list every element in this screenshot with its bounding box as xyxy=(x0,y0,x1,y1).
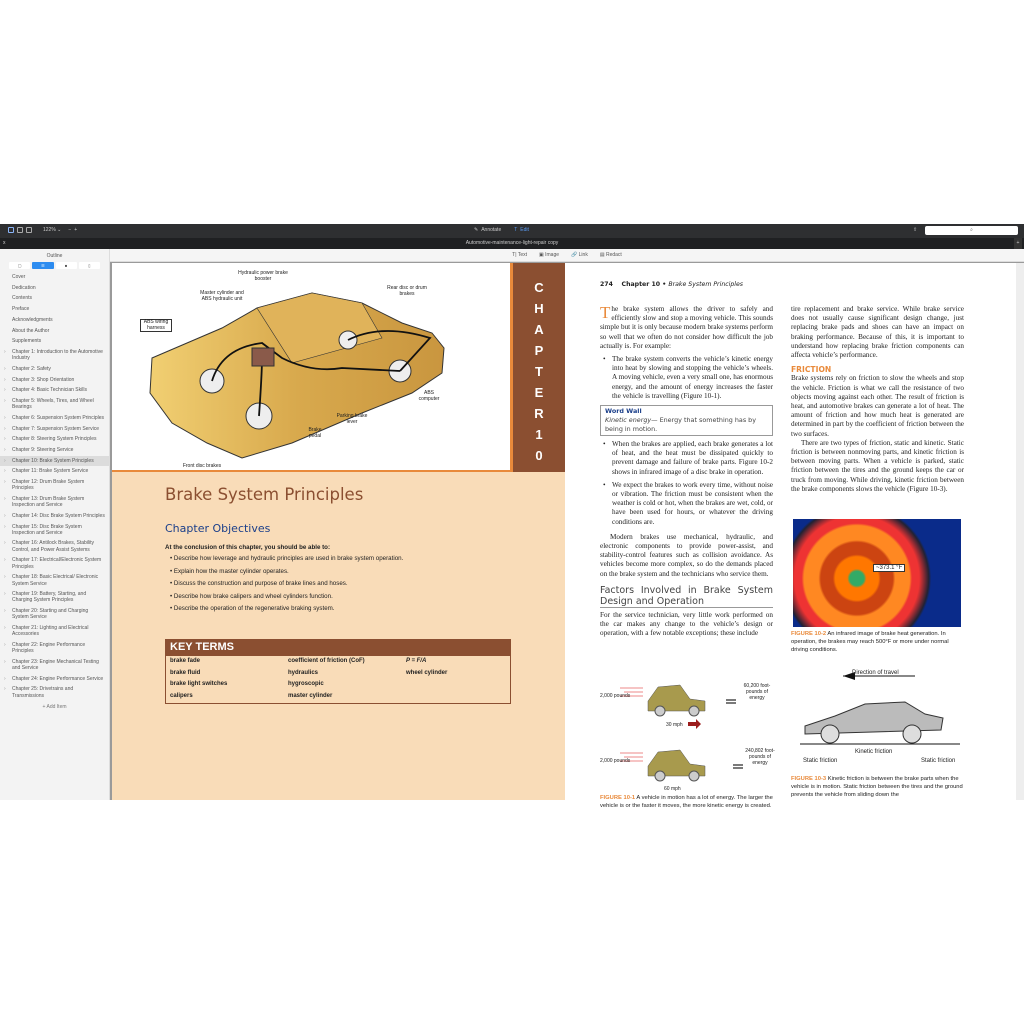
chapter-tab-letter: E xyxy=(534,385,544,400)
kinetic-friction-label: Kinetic friction xyxy=(855,749,893,755)
brake-system-figure xyxy=(112,263,510,472)
chapter-tab-letter: 0 xyxy=(535,448,543,463)
outline-item[interactable]: › Chapter 24: Engine Performance Service xyxy=(0,674,109,684)
bullet-2: • When the brakes are applied, each brake generates a lot of heat, and the heat must be dissipated quickly to prevent damage and failure of brake parts. Figure 10-2 shows in infrared image of a disc brake in operation. xyxy=(600,440,773,477)
outline-item[interactable]: Contents xyxy=(12,295,33,302)
key-term: P = F/A xyxy=(406,658,427,664)
fig1-energy-1: 60,200 foot-pounds of energy xyxy=(743,683,771,701)
text-tool-label: Text xyxy=(517,252,527,258)
bullet-3: • We expect the brakes to work every time, without noise or vibration. The friction must be consistent when the weather is cold or hot, when the brakes are wet, cold, or have been used for hours, or whatever the driving conditions are. xyxy=(600,481,773,527)
col2-paragraph-1: tire replacement and brake service. While brake service does not usually cause significant design change, just replacing brake pads and shoes can have an impact on braking performance. Because of this, it is important to understand how replacing brake friction components can affecta vehicle’s performance. xyxy=(791,305,964,360)
key-term xyxy=(406,693,506,705)
chapter-tab xyxy=(510,263,565,472)
outline-item[interactable]: Preface xyxy=(12,306,30,313)
word-wall-title: Word Wall xyxy=(605,407,642,416)
objective-text: Explain how the master cylinder operates. xyxy=(173,567,289,575)
image-tool-button[interactable]: ▣ Image xyxy=(539,252,560,258)
objectives-heading: Chapter Objectives xyxy=(165,522,271,535)
figure-10-3 xyxy=(795,666,970,776)
fig1-caption xyxy=(600,794,775,810)
key-term: hydraulics xyxy=(288,669,319,676)
key-term: brake fade xyxy=(170,658,201,664)
fig3-label: FIGURE 10-3 xyxy=(791,776,827,782)
outline-item[interactable]: › Chapter 11: Brake System Service xyxy=(0,466,109,476)
key-term: brake fluid xyxy=(170,669,201,676)
intro-paragraph: he brake system allows the driver to safely and efficiently slow and stop a moving vehicle. This sounds simple but it is only because modern brake systems perform so well that we often do not consider how difficult the job actually is. For example: xyxy=(600,305,773,350)
chapter-tab-letter: R xyxy=(534,406,544,421)
redact-tool-label: Redact xyxy=(605,252,622,258)
label-booster: Hydraulic power brake booster xyxy=(238,270,288,282)
bookmarks-tab-icon[interactable]: ▯ xyxy=(79,262,100,269)
key-term: hygroscopic xyxy=(288,681,324,687)
outline-item[interactable]: Cover xyxy=(12,274,26,280)
label-brake-pedal: Brake pedal xyxy=(308,427,322,439)
share-icon[interactable]: ⇧ xyxy=(913,227,918,233)
outline-tab-icon[interactable]: ☰ xyxy=(32,262,53,269)
grid-view-icon[interactable] xyxy=(17,227,23,233)
objective-item: • Describe how brake calipers and wheel cylinders function. xyxy=(170,592,333,600)
outline-item[interactable]: › Chapter 14: Disc Brake System Principles xyxy=(0,511,109,521)
running-header: 274 Chapter 10 • Brake System Principles xyxy=(600,281,744,288)
section-heading: Factors Involved in Brake System Design and Operation xyxy=(600,584,773,607)
chapter-tab-letter: C xyxy=(534,280,544,295)
objective-text: Describe how brake calipers and wheel cylinders function. xyxy=(173,592,333,600)
sidebar-toggle-icon[interactable] xyxy=(8,227,14,233)
objective-item: • Describe the operation of the regenerative braking system. xyxy=(170,605,335,612)
outline-sidebar xyxy=(0,249,110,800)
figure-10-1 xyxy=(600,673,775,809)
outline-item[interactable]: › Chapter 21: Lighting and Electrical Accessories xyxy=(0,623,109,639)
search-input[interactable] xyxy=(925,226,1018,235)
outline-item[interactable]: › Chapter 8: Steering System Principles xyxy=(0,434,109,444)
link-tool-label: Link xyxy=(578,252,588,258)
label-parking-lever: Parking brake lever xyxy=(336,413,368,425)
outline-item[interactable]: › Chapter 13: Drum Brake System Inspection and Service xyxy=(0,494,109,510)
image-tool-label: Image xyxy=(545,252,560,258)
outline-item[interactable]: › Chapter 7: Suspension System Service xyxy=(0,424,109,434)
objective-text: Describe how leverage and hydraulic principles are used in brake system operation. xyxy=(173,555,404,562)
outline-item[interactable]: › Chapter 12: Drum Brake System Principles xyxy=(0,477,109,493)
vertical-scrollbar[interactable] xyxy=(1016,263,1024,800)
annotate-icon: ✎ xyxy=(474,227,479,233)
outline-item[interactable]: › Chapter 10: Brake System Principles xyxy=(0,456,109,466)
outline-item[interactable]: › Chapter 18: Basic Electrical/ Electronic System Service xyxy=(0,572,109,588)
fig1-caption-text: A vehicle in motion has a lot of energy. The larger the vehicle is or the faster it moves, the more kinetic energy is created. xyxy=(600,795,773,809)
edit-toolbar xyxy=(110,249,1024,262)
fig2-label: FIGURE 10-2 xyxy=(791,631,827,637)
running-head-title: Brake System Principles xyxy=(668,281,744,288)
fig1-speed-2: 60 mph xyxy=(664,786,681,792)
paragraph-3: For the service technician, very little work performed on the car makes any change to the vehicle’s design or operation, with a few notable exceptions; these include xyxy=(600,610,773,638)
annotations-tab-icon[interactable]: ■ xyxy=(56,262,77,269)
word-wall-box xyxy=(600,405,773,436)
document-tab[interactable] xyxy=(0,238,1024,249)
annotate-button[interactable]: Annotate xyxy=(481,227,502,233)
outline-item[interactable]: › Chapter 1: Introduction to the Automotive Industry xyxy=(0,347,109,363)
outline-item[interactable]: › Chapter 23: Engine Mechanical Testing and Service xyxy=(0,657,109,673)
sidebar-mode-switch xyxy=(9,262,100,269)
objective-item: • Explain how the master cylinder operates. xyxy=(170,567,289,575)
outline-item[interactable]: › Chapter 17: Electrical/Electronic System Principles xyxy=(0,555,109,571)
key-terms-row xyxy=(170,670,506,682)
drop-cap: T xyxy=(600,303,611,322)
main-toolbar xyxy=(0,224,1024,238)
thumbnails-tab-icon[interactable]: ▢ xyxy=(9,262,30,269)
word-wall-definition: — Energy that something has by being in motion. xyxy=(605,416,757,434)
fig3-caption xyxy=(791,775,966,799)
key-terms-title: KEY TERMS xyxy=(166,640,510,656)
page-number: 274 xyxy=(600,281,613,288)
key-terms-row xyxy=(170,681,506,693)
infrared-brake-image xyxy=(793,519,961,627)
objectives-list xyxy=(170,555,403,618)
objective-item: • Discuss the construction and purpose of brake lines and hoses. xyxy=(170,580,348,587)
objective-item: • Describe how leverage and hydraulic principles are used in brake system operation. xyxy=(170,555,404,562)
sidebar-title: Outline xyxy=(46,253,63,259)
column-1 xyxy=(600,305,773,638)
outline-item[interactable]: About the Author xyxy=(12,327,50,334)
fig3-caption-text: Kinetic friction is between the brake parts when the vehicle is in motion. Static friction between the tires and the ground prevents the vehicle from sliding down the xyxy=(791,776,963,798)
key-terms-row xyxy=(170,658,506,670)
left-page xyxy=(112,263,565,800)
zoom-select[interactable]: 122% ⌄ xyxy=(43,227,62,233)
friction-paragraph-1: Brake systems rely on friction to slow the wheels and stop the vehicle. Friction is what we call the resistance of two objects moving against each other. The result of friction is heat, and automotive brakes can generate a lot of heat. The amount of friction and how much heat is generated are determined in part by the coefficient of friction between the two surfaces. xyxy=(791,374,964,438)
edit-icon: T xyxy=(514,227,518,233)
outline-item[interactable]: › Chapter 6: Suspension System Principles xyxy=(0,413,109,423)
outline-item[interactable]: › Chapter 16: Antilock Brakes, Stability Control, and Power Assist Systems xyxy=(0,538,109,554)
outline-item[interactable]: › Chapter 4: Basic Technician Skills xyxy=(0,385,109,395)
chapter-tab-letter: P xyxy=(534,343,544,358)
key-term: calipers xyxy=(170,692,193,699)
fig1-energy-2: 240,802 foot-pounds of energy xyxy=(745,748,775,766)
chapter-tab-letter: H xyxy=(534,301,544,316)
static-friction-right-label: Static friction xyxy=(921,758,956,764)
paragraph-2: Modern brakes use mechanical, hydraulic, and electronic components to provide power-assist, and stability-control features such as collision avoidance. As vehicles become more complex, so do the demands placed on the brake system and the technicians who service them. xyxy=(600,532,773,578)
outline-item[interactable]: Acknowledgments xyxy=(12,316,53,323)
edit-button[interactable]: Edit xyxy=(520,227,529,233)
outline-item[interactable]: Supplements xyxy=(12,338,42,345)
outline-item[interactable]: › Chapter 9: Steering Service xyxy=(0,445,109,455)
text-tool-button[interactable]: T| Text xyxy=(512,252,527,258)
running-head-chapter: Chapter 10 xyxy=(621,281,661,288)
zoom-out-button[interactable]: − xyxy=(68,227,72,233)
search-icon: ⌕ xyxy=(970,227,973,233)
outline-item[interactable]: › Chapter 15: Disc Brake System Inspection and Service xyxy=(0,522,109,538)
label-rear-brakes: Rear disc or drum brakes xyxy=(387,285,427,297)
document-title: Automotive-maintenance-light-repair copy xyxy=(465,240,559,246)
chapter-tab-letter: A xyxy=(534,322,544,337)
static-friction-left-label: Static friction xyxy=(803,758,838,764)
fig1-speed-1: 30 mph xyxy=(666,722,683,728)
key-terms-box xyxy=(165,639,511,704)
word-wall-term: Kinetic energy xyxy=(605,416,652,425)
label-master-cylinder: Master cylinder and ABS hydraulic unit xyxy=(200,290,244,302)
fig1-weight-2: 2,000 pounds xyxy=(600,758,631,764)
friction-heading: FRICTION xyxy=(791,365,832,375)
objectives-intro: At the conclusion of this chapter, you should be able to: xyxy=(165,544,331,551)
zoom-in-button[interactable]: + xyxy=(74,227,78,233)
temperature-readout: ~373.1 °F xyxy=(873,564,905,572)
objective-text: Describe the operation of the regenerative braking system. xyxy=(173,605,335,612)
right-page xyxy=(565,263,1016,809)
outline-item[interactable]: › Chapter 22: Engine Performance Principles xyxy=(0,640,109,656)
friction-paragraph-2: There are two types of friction, static and kinetic. Static friction is between nonmoving parts, and kinetic friction is between moving parts. When a vehicle is parked, static friction between the tires and the ground keeps the car or truck from moving. While driving, kinetic friction between the brake components slows the vehicle (Figure 10-3). xyxy=(791,438,964,493)
direction-label: Direction of travel xyxy=(852,670,899,676)
add-item-button[interactable]: + Add Item xyxy=(42,703,67,710)
key-term: coefficient of friction (CoF) xyxy=(288,658,365,664)
key-terms-row xyxy=(170,693,506,705)
label-abs-computer: ABS computer xyxy=(418,390,440,402)
fig1-label: FIGURE 10-1 xyxy=(600,795,636,801)
key-term: master cylinder xyxy=(288,692,333,699)
chapter-tab-letter: 1 xyxy=(535,427,543,442)
outline-item[interactable]: Dedication xyxy=(12,284,36,291)
label-abs-harness: ABS wiring harness xyxy=(140,319,172,332)
key-term xyxy=(406,681,506,693)
chapter-tab-letter: T xyxy=(535,364,543,379)
bullet-1: • The brake system converts the vehicle’s kinetic energy into heat by slowing and stopping the vehicle’s wheels. A moving vehicle, even a very small one, has enormous energy, and the amount of energy increases the faster the vehicle is travelling (Figure 10-1). xyxy=(600,355,773,401)
chapter-title: Brake System Principles xyxy=(165,485,364,504)
key-term: brake light switches xyxy=(170,681,228,687)
new-tab-button[interactable]: + xyxy=(1014,238,1022,249)
objective-text: Discuss the construction and purpose of brake lines and hoses. xyxy=(173,580,348,587)
page-view-icon[interactable] xyxy=(26,227,32,233)
outline-item[interactable]: › Chapter 20: Starting and Charging System Service xyxy=(0,606,109,622)
fig2-caption xyxy=(791,630,966,654)
outline-item[interactable]: › Chapter 2: Safety xyxy=(0,364,109,374)
car-brake-illustration xyxy=(112,263,510,472)
outline-item[interactable]: › Chapter 5: Wheels, Tires, and Wheel Bearings xyxy=(0,396,109,412)
link-tool-button[interactable]: 🔗 Link xyxy=(571,252,588,258)
fig1-weight-1: 2,000 pounds xyxy=(600,693,631,699)
outline-item[interactable]: › Chapter 25: Drivetrains and Transmissions xyxy=(0,684,109,700)
outline-item[interactable]: › Chapter 19: Battery, Starting, and Charging System Principles xyxy=(0,589,109,605)
key-term: wheel cylinder xyxy=(406,669,448,676)
close-tab-button[interactable]: x xyxy=(3,240,6,246)
column-2 xyxy=(791,305,964,494)
fig2-caption-text: An infrared image of brake heat generation. In operation, the brakes may reach 500°F or more under normal driving conditions. xyxy=(791,631,949,653)
redact-tool-button[interactable]: ▤ Redact xyxy=(599,252,622,258)
outline-item[interactable]: › Chapter 3: Shop Orientation xyxy=(0,375,109,385)
label-front-brakes: Front disc brakes xyxy=(182,463,222,469)
